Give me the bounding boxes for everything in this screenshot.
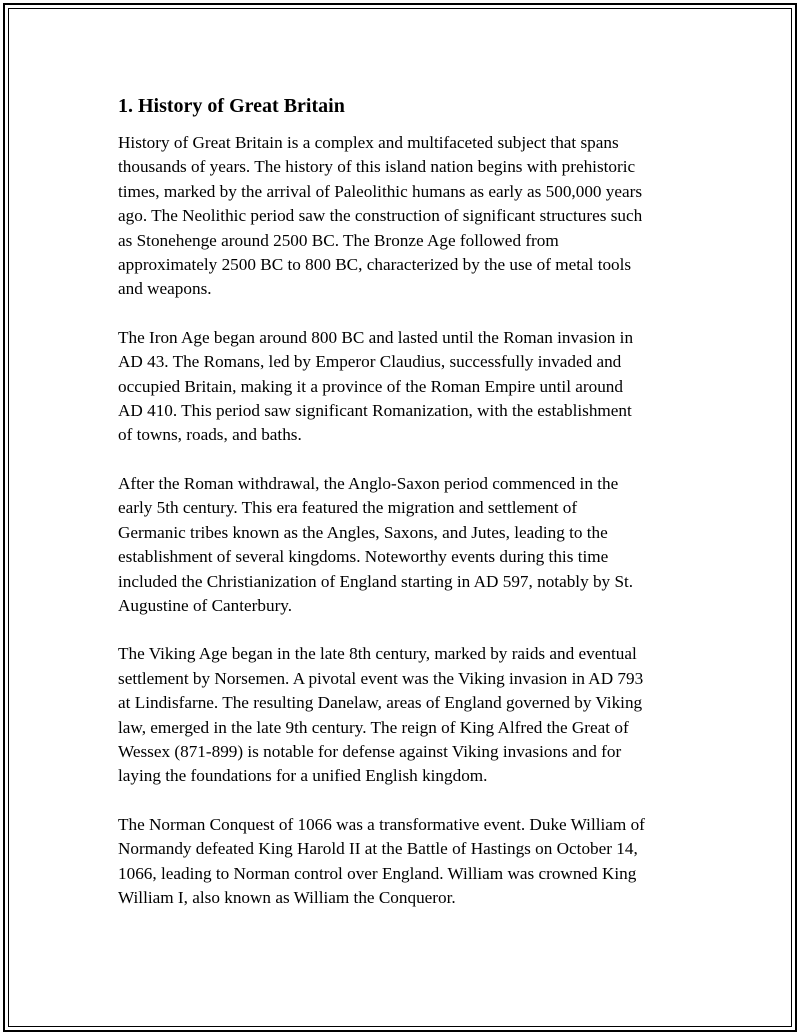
text-line: thousands of years. The history of this island nation begins with prehistoric	[118, 157, 636, 177]
text-line: The Norman Conquest of 1066 was a transformative event. Duke William of	[118, 814, 645, 834]
text-line: Wessex (871-899) is notable for defense against Viking invasions and for	[118, 741, 622, 761]
text-line: 1066, leading to Norman control over England. William was crowned King	[118, 863, 637, 883]
paragraph-prehistory	[118, 131, 688, 302]
text-line: William I, also known as William the Conqueror.	[118, 887, 456, 907]
text-line: AD 410. This period saw significant Romanization, with the establishment	[118, 401, 632, 421]
paragraph-norman-conquest	[118, 813, 688, 911]
text-line: establishment of several kingdoms. Noteworthy events during this time	[118, 547, 609, 567]
text-line: Germanic tribes known as the Angles, Saxons, and Jutes, leading to the	[118, 522, 608, 542]
text-line: of towns, roads, and baths.	[118, 425, 302, 445]
text-line: Augustine of Canterbury.	[118, 595, 293, 615]
text-line: Normandy defeated King Harold II at the Battle of Hastings on October 14,	[118, 839, 638, 859]
text-line: ago. The Neolithic period saw the construction of significant structures such	[118, 206, 643, 226]
text-line: The Viking Age began in the late 8th century, marked by raids and eventual	[118, 644, 637, 664]
text-line: AD 43. The Romans, led by Emperor Claudius, successfully invaded and	[118, 352, 622, 372]
text-line: approximately 2500 BC to 800 BC, characterized by the use of metal tools	[118, 255, 632, 275]
text-line: occupied Britain, making it a province of the Roman Empire until around	[118, 376, 623, 396]
paragraph-anglo-saxon	[118, 472, 688, 618]
text-line: After the Roman withdrawal, the Anglo-Saxon period commenced in the	[118, 473, 619, 493]
text-line: The Iron Age began around 800 BC and lasted until the Roman invasion in	[118, 327, 634, 347]
section-heading: 1. History of Great Britain	[118, 95, 345, 117]
text-line: and weapons.	[118, 279, 212, 299]
text-line: early 5th century. This era featured the migration and settlement of	[118, 498, 578, 518]
text-line: included the Christianization of England starting in AD 597, notably by St.	[118, 571, 634, 591]
text-line: as Stonehenge around 2500 BC. The Bronze Age followed from	[118, 230, 559, 250]
text-line: laying the foundations for a unified English kingdom.	[118, 766, 488, 786]
text-line: law, emerged in the late 9th century. The reign of King Alfred the Great of	[118, 717, 629, 737]
text-line: times, marked by the arrival of Paleolithic humans as early as 500,000 years	[118, 181, 643, 201]
text-line: History of Great Britain is a complex and multifaceted subject that spans	[118, 133, 619, 152]
paragraph-viking-age	[118, 642, 688, 788]
document-body	[118, 94, 688, 934]
paragraph-iron-age-roman	[118, 326, 688, 448]
text-line: settlement by Norsemen. A pivotal event was the Viking invasion in AD 793	[118, 668, 644, 688]
text-line: at Lindisfarne. The resulting Danelaw, areas of England governed by Viking	[118, 693, 643, 713]
